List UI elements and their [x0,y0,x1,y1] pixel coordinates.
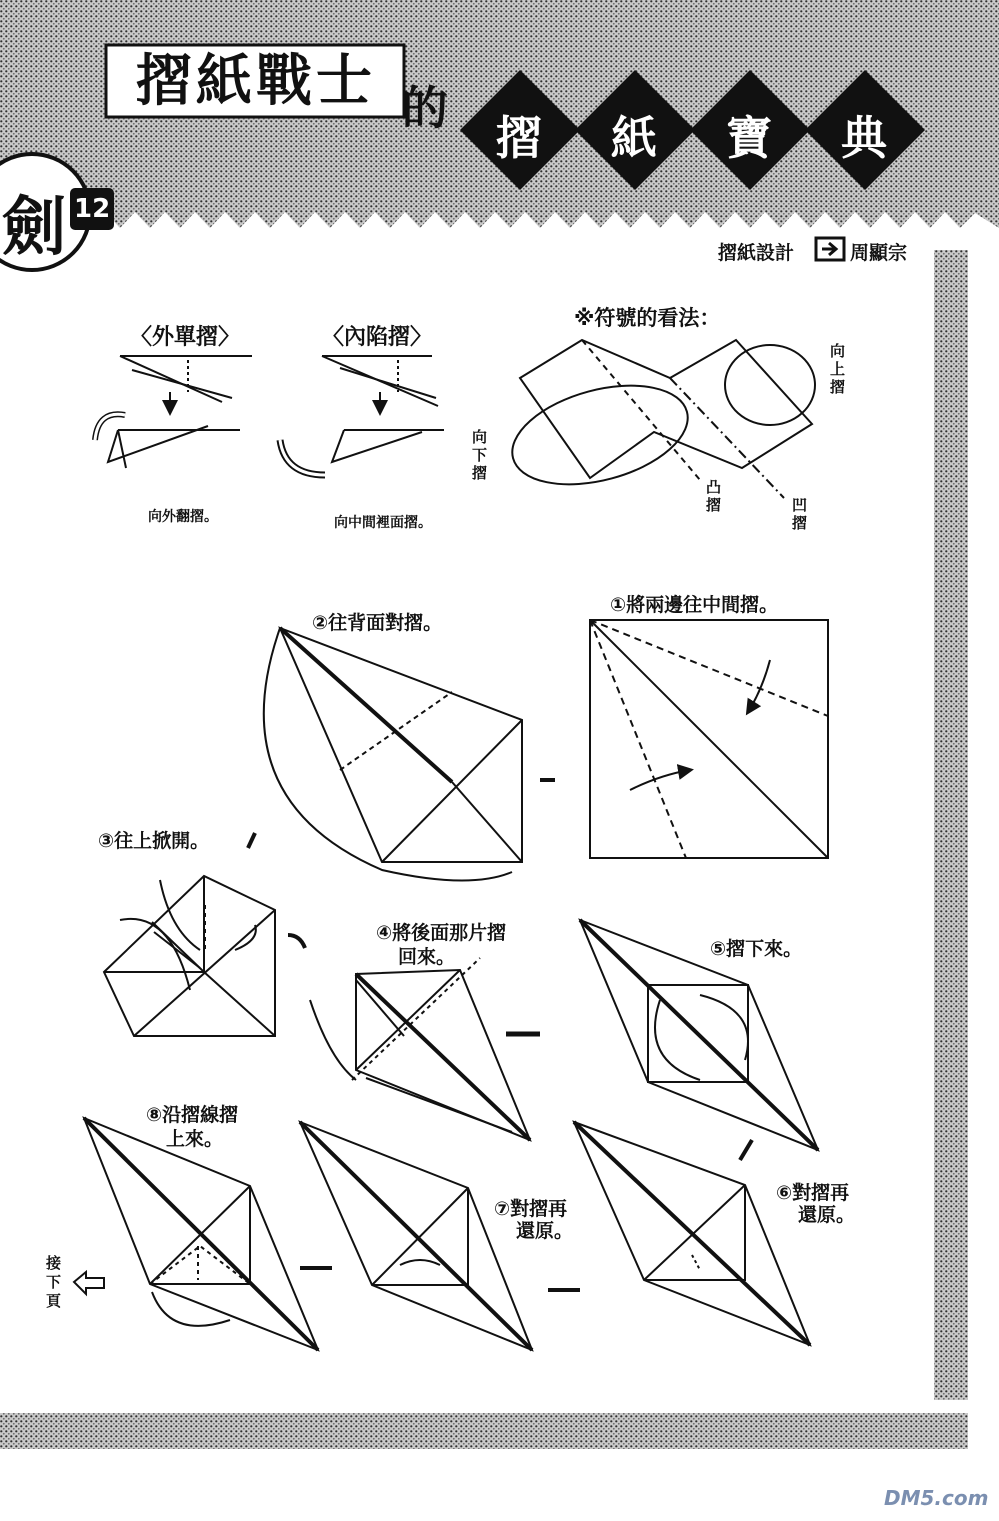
diagram-step-6 [548,1122,810,1345]
series-title: 摺紙戰士 [136,48,376,114]
step-6-caption-line-1: ⑥對摺再 [776,1182,850,1204]
step-7-caption-line-1: ⑦對摺再 [494,1198,568,1220]
step-5-caption: ⑤摺下來。 [710,938,803,960]
outside-reverse-caption: 向外翻摺。 [148,509,218,525]
inside-reverse-title: 〈內陷摺〉 [322,325,433,350]
book-char-2: 紙 [611,111,657,165]
diagram-step-1 [540,620,828,858]
credit-label: 摺紙設計 [718,242,795,264]
book-char-1: 摺 [496,111,542,165]
step-4-caption-line-2: 回來。 [398,946,456,968]
next-page-label: 接下頁 [46,1254,62,1310]
symbols-title: ※符號的看法： [574,306,721,330]
diagram-step-3 [104,833,305,1036]
step-8-caption-line-1: ⑧沿摺線摺 [146,1104,239,1126]
diagram-step-2 [264,628,522,881]
step-6-caption-line-2: 還原。 [798,1204,856,1226]
credit-name: 周顯宗 [850,242,908,264]
book-char-4: 典 [841,111,887,165]
watermark: DM5.com [884,1486,989,1510]
chapter-number: 12 [74,194,111,224]
side-screentone [934,250,968,1400]
step-1-caption: ①將兩邊往中間摺。 [610,594,779,616]
inside-reverse-caption: 向中間裡面摺。 [334,515,432,531]
arrow-left-icon [74,1272,104,1294]
valley-fold-label: 凹摺 [792,496,808,532]
fold-up-label: 向上摺 [830,342,846,396]
step-7-caption-line-2: 還原。 [516,1220,574,1242]
step-4-caption-line-1: ④將後面那片摺 [376,922,507,944]
diagram-symbols [501,340,815,502]
diagram-step-4 [310,958,540,1140]
step-2-caption: ②往背面對摺。 [312,612,443,634]
title-particle: 的 [402,81,448,135]
footer-screentone [0,1413,968,1449]
diagram-step-8 [84,1118,318,1350]
step-3-caption: ③往上掀開。 [98,830,210,852]
diagram-outside-reverse [95,356,252,468]
fold-down-label: 向下摺 [472,428,488,482]
chapter-char: 劍 [2,190,66,265]
step-8-caption-line-2: 上來。 [166,1128,224,1150]
book-char-3: 寶 [726,111,772,165]
diagram-inside-reverse [280,356,444,475]
outside-reverse-title: 〈外單摺〉 [130,325,241,350]
diagram-step-7 [300,1122,532,1350]
mountain-fold-label: 凸摺 [706,478,722,514]
